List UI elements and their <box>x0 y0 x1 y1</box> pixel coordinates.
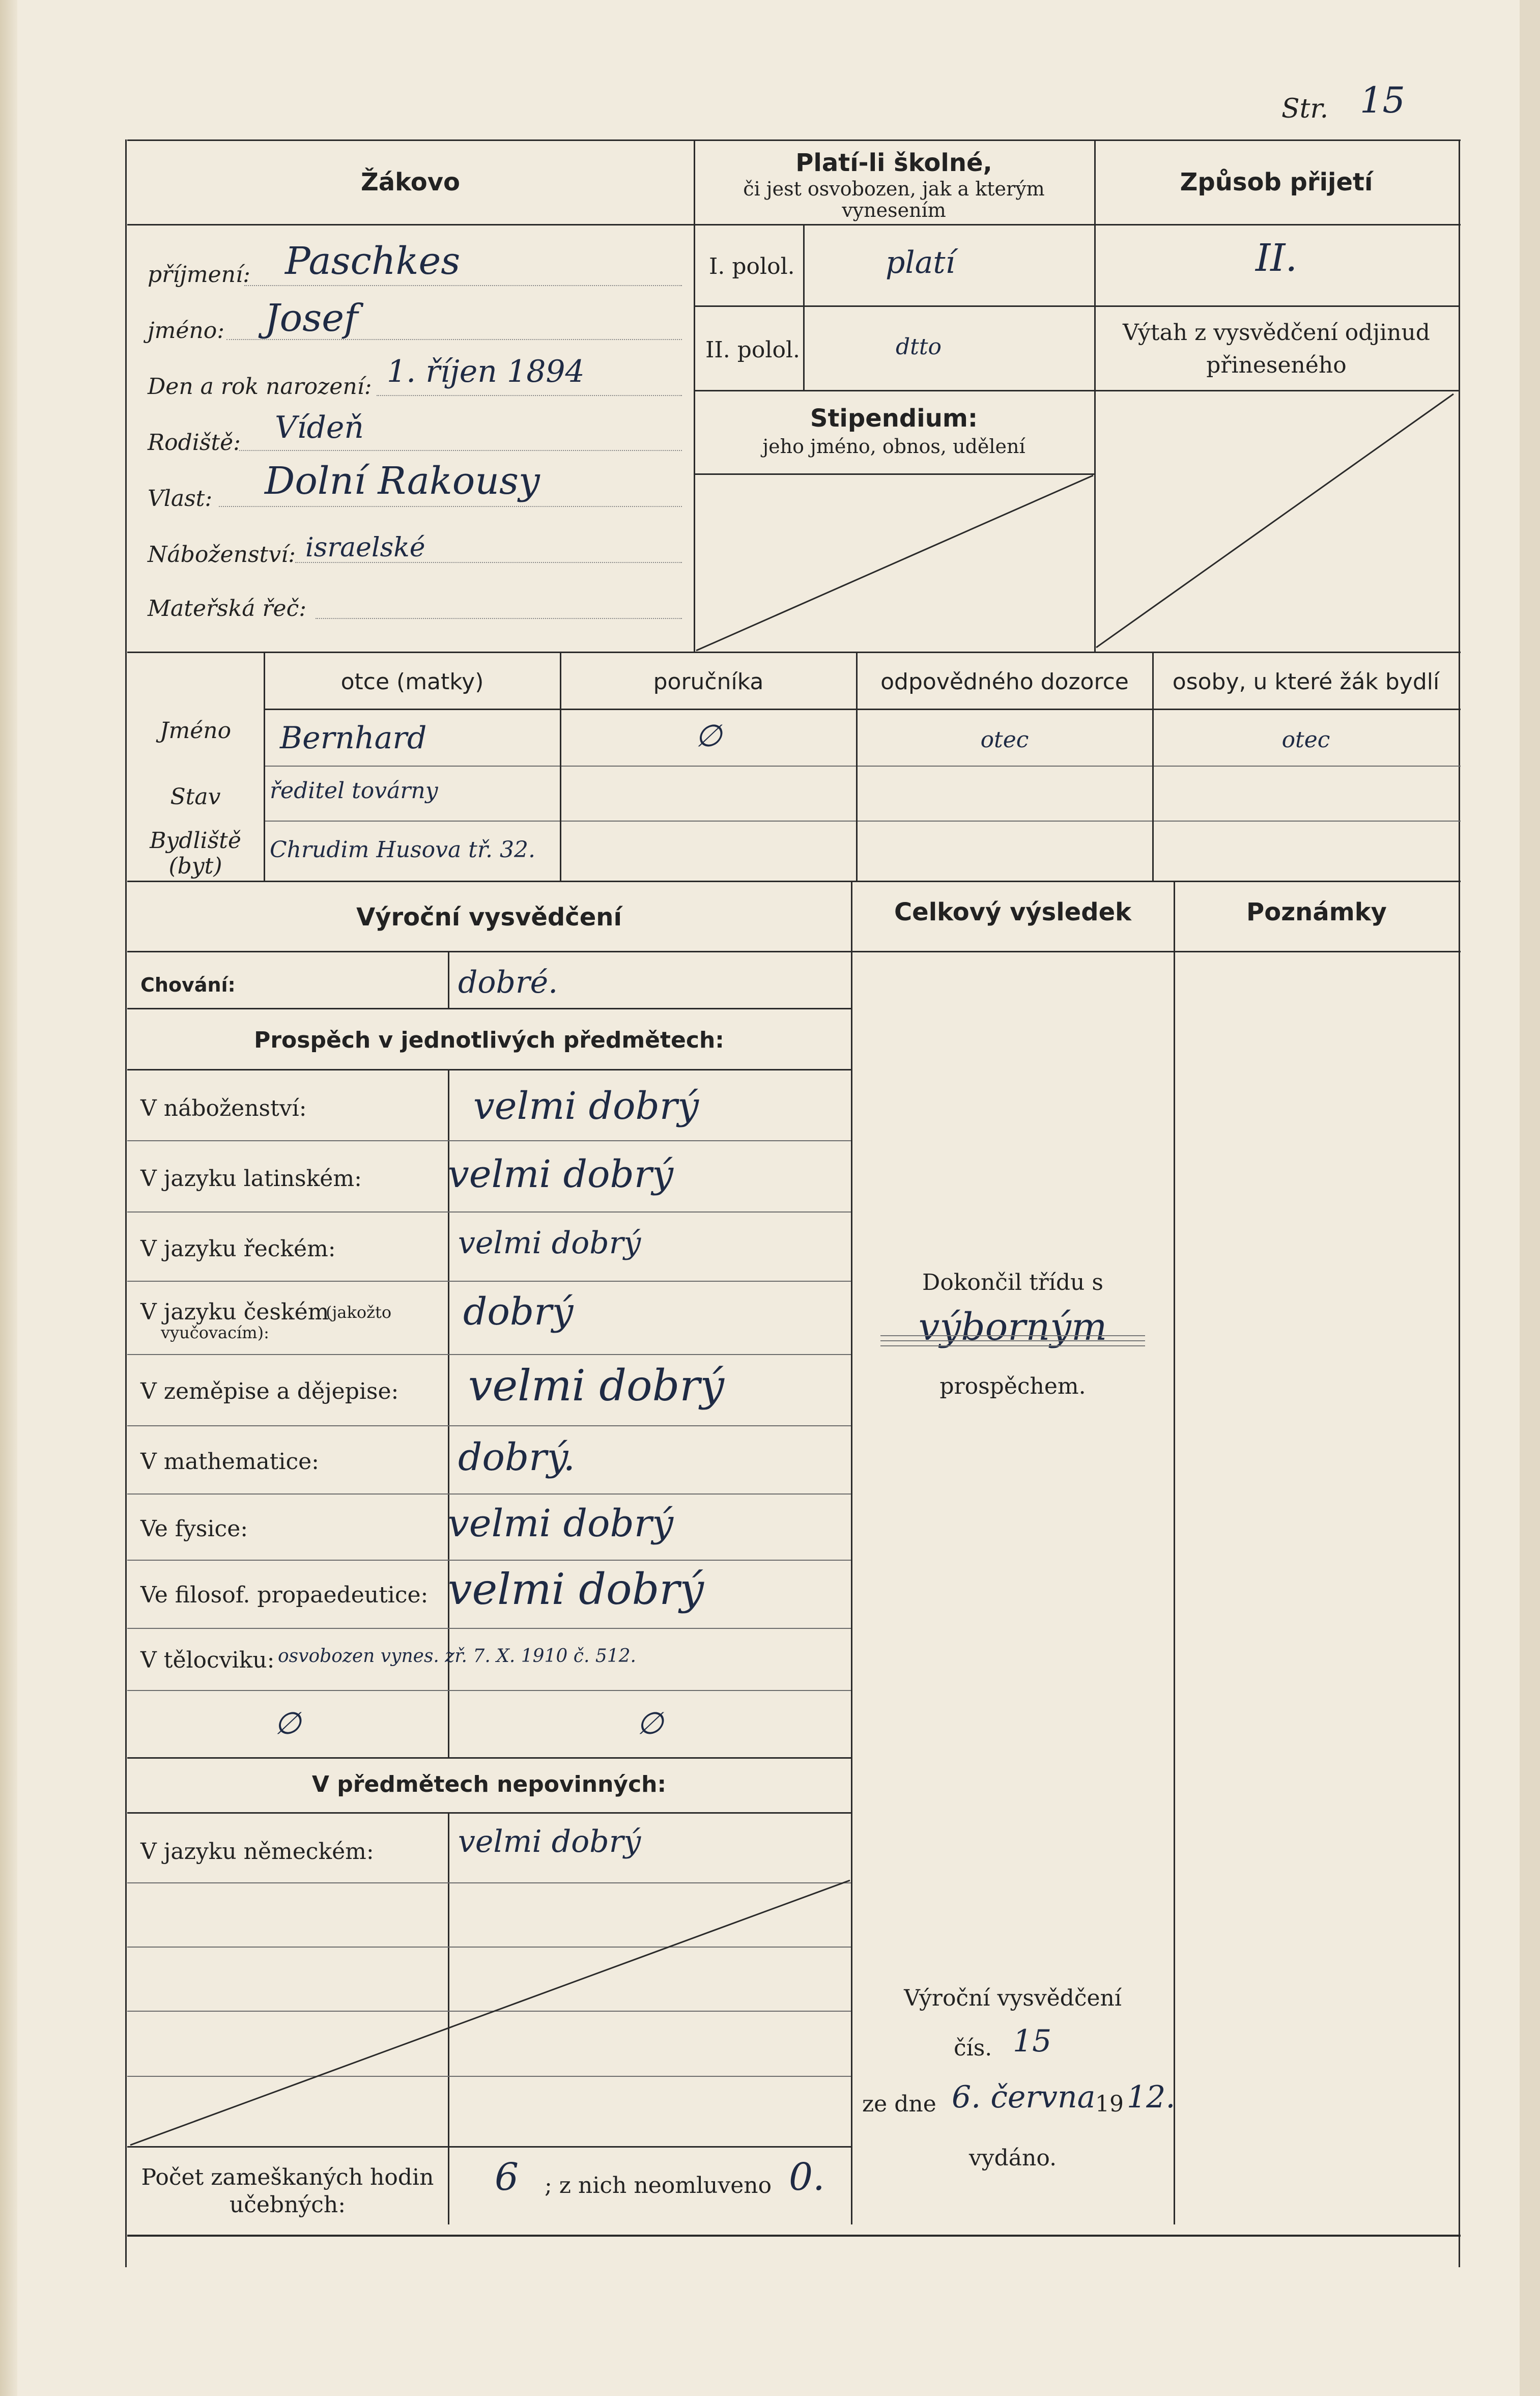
blank-row-mark-right: ∅ <box>636 1706 664 1741</box>
subject-note-czech: (jakožto <box>326 1303 392 1322</box>
guardian-col-guardian: poručníka <box>653 669 764 695</box>
skolne-header: Platí-li školné, <box>795 149 992 177</box>
vydano: vydáno. <box>968 2145 1057 2171</box>
guardian-col-residence: osoby, u které žák bydlí <box>1172 669 1440 695</box>
optional-cancel-stroke <box>130 1880 850 2145</box>
field-label-firstname: jméno: <box>148 318 225 344</box>
field-value-birthplace: Vídeň <box>275 410 364 445</box>
subject-label-greek: V jazyku řeckém: <box>140 1236 336 1262</box>
nepovinne-header: V předmětech nepovinných: <box>311 1771 667 1797</box>
subject-label-gym: V tělocviku: <box>140 1647 275 1673</box>
poznamky-header: Poznámky <box>1246 898 1387 926</box>
cis-label: čís. <box>954 2035 992 2061</box>
subject-label-czech-2: vyučovacím): <box>161 1323 269 1342</box>
chovani-value: dobré. <box>458 965 558 1000</box>
neomluveno-value: 0. <box>789 2155 825 2199</box>
subject-value-religion: velmi dobrý <box>473 1084 699 1128</box>
hours-value: 6 <box>495 2155 519 2199</box>
prospech-header: Prospěch v jednotlivých předmětech: <box>254 1027 724 1053</box>
hours-label-1: Počet zameškaných hodin <box>141 2164 434 2190</box>
celkovy-line1: Dokončil třídu s <box>922 1270 1103 1295</box>
year-value: 12. <box>1127 2079 1176 2115</box>
hours-label-2: učebných: <box>229 2192 346 2218</box>
subject-value-geography: velmi dobrý <box>468 1361 724 1411</box>
subject-value-philosophy: velmi dobrý <box>448 1564 704 1614</box>
page-number-label: Str. <box>1281 94 1329 124</box>
blank-row-mark-left: ∅ <box>274 1706 301 1741</box>
subject-label-math: V mathematice: <box>140 1449 319 1475</box>
subject-value-greek: velmi dobrý <box>458 1225 641 1261</box>
vytah-line1: Výtah z vysvědčení odjinud <box>1123 320 1430 346</box>
stipendium-header: Stipendium: <box>810 404 978 433</box>
subject-label-geography: V zeměpise a dějepise: <box>140 1378 399 1404</box>
subject-value-czech: dobrý <box>463 1290 574 1334</box>
guardian-name-father: Bernhard <box>280 720 427 756</box>
vytah-cancel-stroke <box>1096 394 1453 647</box>
guardian-address-father: Chrudim Husova tř. 32. <box>270 837 536 863</box>
cert-label: Výroční vysvědčení <box>904 1985 1122 2011</box>
guardian-name-guardian: ∅ <box>695 718 722 754</box>
field-label-surname: příjmení: <box>148 262 250 288</box>
field-label-homeland: Vlast: <box>148 486 213 512</box>
celkovy-value: výborným <box>918 1305 1107 1349</box>
skolne-row2-value: dtto <box>896 334 942 360</box>
zpusob-header: Způsob přijetí <box>1180 168 1373 196</box>
guardian-row-status-label: Stav <box>170 784 221 810</box>
celkovy-header: Celkový výsledek <box>894 898 1132 926</box>
subject-label-czech: V jazyku českém <box>140 1299 329 1325</box>
subject-value-gym: osvobozen vynes. zř. 7. X. 1910 č. 512. <box>278 1646 636 1667</box>
field-value-firstname: Josef <box>265 296 358 340</box>
subject-label-physics: Ve fysice: <box>140 1516 248 1542</box>
year-prefix: 19 <box>1095 2091 1124 2117</box>
stipendium-sub: jeho jméno, obnos, udělení <box>762 435 1025 458</box>
guardian-col-supervisor: odpovědného dozorce <box>880 669 1129 695</box>
field-label-birthplace: Rodiště: <box>148 430 241 456</box>
guardian-row-address-label-2: (byt) <box>168 853 222 879</box>
skolne-row1-value: platí <box>886 245 955 280</box>
subject-value-math: dobrý. <box>458 1435 576 1479</box>
stipendium-cancel-stroke <box>696 475 1093 651</box>
guardian-name-supervisor: otec <box>980 727 1029 753</box>
subject-value-physics: velmi dobrý <box>448 1502 674 1545</box>
zakovo-header: Žákovo <box>360 168 461 196</box>
guardian-name-residence: otec <box>1281 727 1330 753</box>
optional-value-german: velmi dobrý <box>458 1824 641 1859</box>
guardian-row-address-label-1: Bydliště <box>150 828 241 854</box>
subject-label-latin: V jazyku latinském: <box>140 1166 362 1192</box>
date-value: 6. června <box>952 2079 1096 2115</box>
field-value-religion: israelské <box>305 532 425 563</box>
page-number-value: 15 <box>1360 79 1406 121</box>
optional-label-german: V jazyku německém: <box>140 1839 374 1865</box>
vysvedceni-header: Výroční vysvědčení <box>356 903 622 932</box>
guardian-status-father: ředitel továrny <box>270 778 438 804</box>
neomluveno-label: ; z nich neomluveno <box>545 2173 772 2198</box>
skolne-row1-label: I. polol. <box>709 253 795 279</box>
celkovy-line3: prospěchem. <box>939 1373 1086 1399</box>
date-prefix: ze dne <box>862 2091 936 2117</box>
skolne-subheader-1: či jest osvobozen, jak a kterým <box>743 178 1045 200</box>
subject-label-philosophy: Ve filosof. propaedeutice: <box>140 1582 429 1608</box>
cis-value: 15 <box>1013 2023 1052 2059</box>
guardian-col-father: otce (matky) <box>340 669 484 695</box>
skolne-row2-label: II. polol. <box>705 337 801 363</box>
field-value-surname: Paschkes <box>285 239 461 283</box>
zpusob-value: II. <box>1256 236 1297 280</box>
field-label-birth: Den a rok narození: <box>148 374 372 400</box>
field-value-homeland: Dolní Rakousy <box>265 459 540 503</box>
guardian-row-name-label: Jméno <box>159 718 232 744</box>
field-label-religion: Náboženství: <box>148 542 296 568</box>
chovani-label: Chování: <box>140 974 236 996</box>
subject-label-religion: V náboženství: <box>140 1095 307 1121</box>
vytah-line2: přineseného <box>1206 352 1347 378</box>
field-label-mother-tongue: Mateřská řeč: <box>148 596 307 622</box>
skolne-subheader-2: vynesením <box>842 199 946 221</box>
subject-value-latin: velmi dobrý <box>448 1152 674 1196</box>
field-value-birth: 1. říjen 1894 <box>387 354 585 389</box>
